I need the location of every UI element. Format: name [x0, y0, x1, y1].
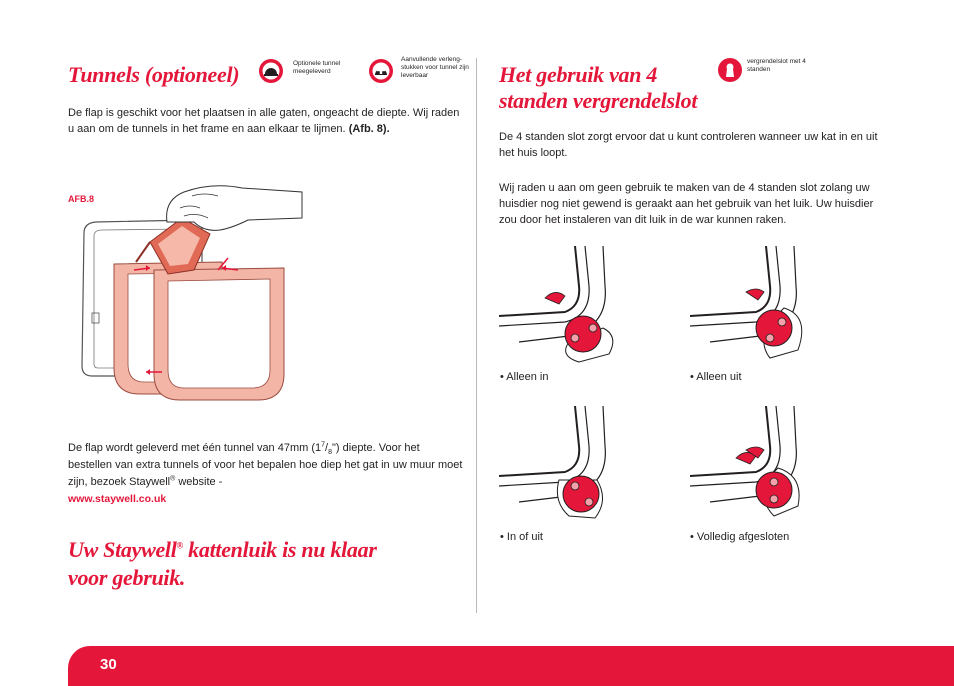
- page-number: 30: [100, 656, 117, 673]
- tunnels-intro-ref: (Afb. 8).: [348, 123, 390, 135]
- ready-title-b: kattenluik is nu klaar: [182, 537, 377, 562]
- delivery-text-b: ") diepte. Voor het bestellen van extra tunnels of voor het bepalen hoe diep het gat in uw muur moet zijn, bezoek Staywell: [68, 442, 463, 488]
- delivery-text-c: website -: [175, 476, 223, 488]
- lock-position-both-illustration: [499, 406, 639, 524]
- ready-title-a: Uw Staywell: [68, 537, 177, 562]
- website-link[interactable]: www.staywell.co.uk: [68, 493, 167, 505]
- registered-mark: ®: [170, 475, 176, 483]
- lock-position-out-illustration: [690, 246, 830, 364]
- lock-label-out: • Alleen uit: [690, 371, 742, 383]
- lock-title-line1: Het gebruik van 4: [499, 62, 658, 87]
- lock-title-line2: standen vergrendelslot: [499, 88, 698, 113]
- lock-para-2: Wij raden u aan om geen gebruik te maken van de 4 standen slot zolang uw huisdier nog niet gewend is geraakt aan het gebruik van het luik. Uw huisdier zou door het instaleren van dit luik in de war kunnen raken.: [499, 182, 874, 226]
- lock-badge-text: vergrendelslot met 4 standen: [747, 58, 806, 73]
- lock-icon: [717, 57, 743, 83]
- lock-position-closed-illustration: [690, 406, 830, 524]
- lock-para-1: De 4 standen slot zorgt ervoor dat u kunt controleren wanneer uw kat in en uit het huis loopt.: [499, 131, 878, 159]
- fraction-numerator: 7: [321, 441, 326, 449]
- tunnels-title: Tunnels (optioneel): [68, 62, 240, 87]
- tunnels-intro: [68, 105, 463, 137]
- ready-title-c: voor gebruik.: [68, 565, 186, 590]
- lock-label-both: • In of uit: [500, 531, 543, 543]
- footer-bar: [68, 646, 954, 686]
- ready-registered-mark: ®: [176, 540, 183, 551]
- lock-position-in-illustration: [499, 246, 639, 364]
- optional-tunnel-icon: [258, 58, 284, 84]
- tunnels-intro-text: De flap is geschikt voor het plaatsen in alle gaten, ongeacht de diepte. Wij raden u aan om de tunnels in het frame en aan elkaar te lijmen.: [68, 107, 460, 135]
- ready-title: [68, 536, 377, 592]
- delivery-text-a: De flap wordt geleverd met één tunnel van 47mm (1: [68, 442, 322, 454]
- extension-tunnel-icon: [368, 58, 394, 84]
- fraction-slash: /: [325, 442, 329, 454]
- tunnel-installation-illustration: [72, 178, 312, 408]
- lock-label-closed: • Volledig afgesloten: [690, 531, 790, 543]
- column-divider: [476, 58, 477, 613]
- extension-tunnel-text: Aanvullende verleng-stukken voor tunnel zijn leverbaar: [401, 56, 469, 79]
- lock-label-in: • Alleen in: [500, 371, 549, 383]
- figure-label: AFB.8: [68, 194, 95, 204]
- fraction-denominator: 8: [328, 449, 333, 457]
- optional-tunnel-text: Optionele tunnel meegeleverd: [293, 60, 341, 75]
- delivery-text: [68, 440, 463, 508]
- lock-title: [499, 62, 697, 114]
